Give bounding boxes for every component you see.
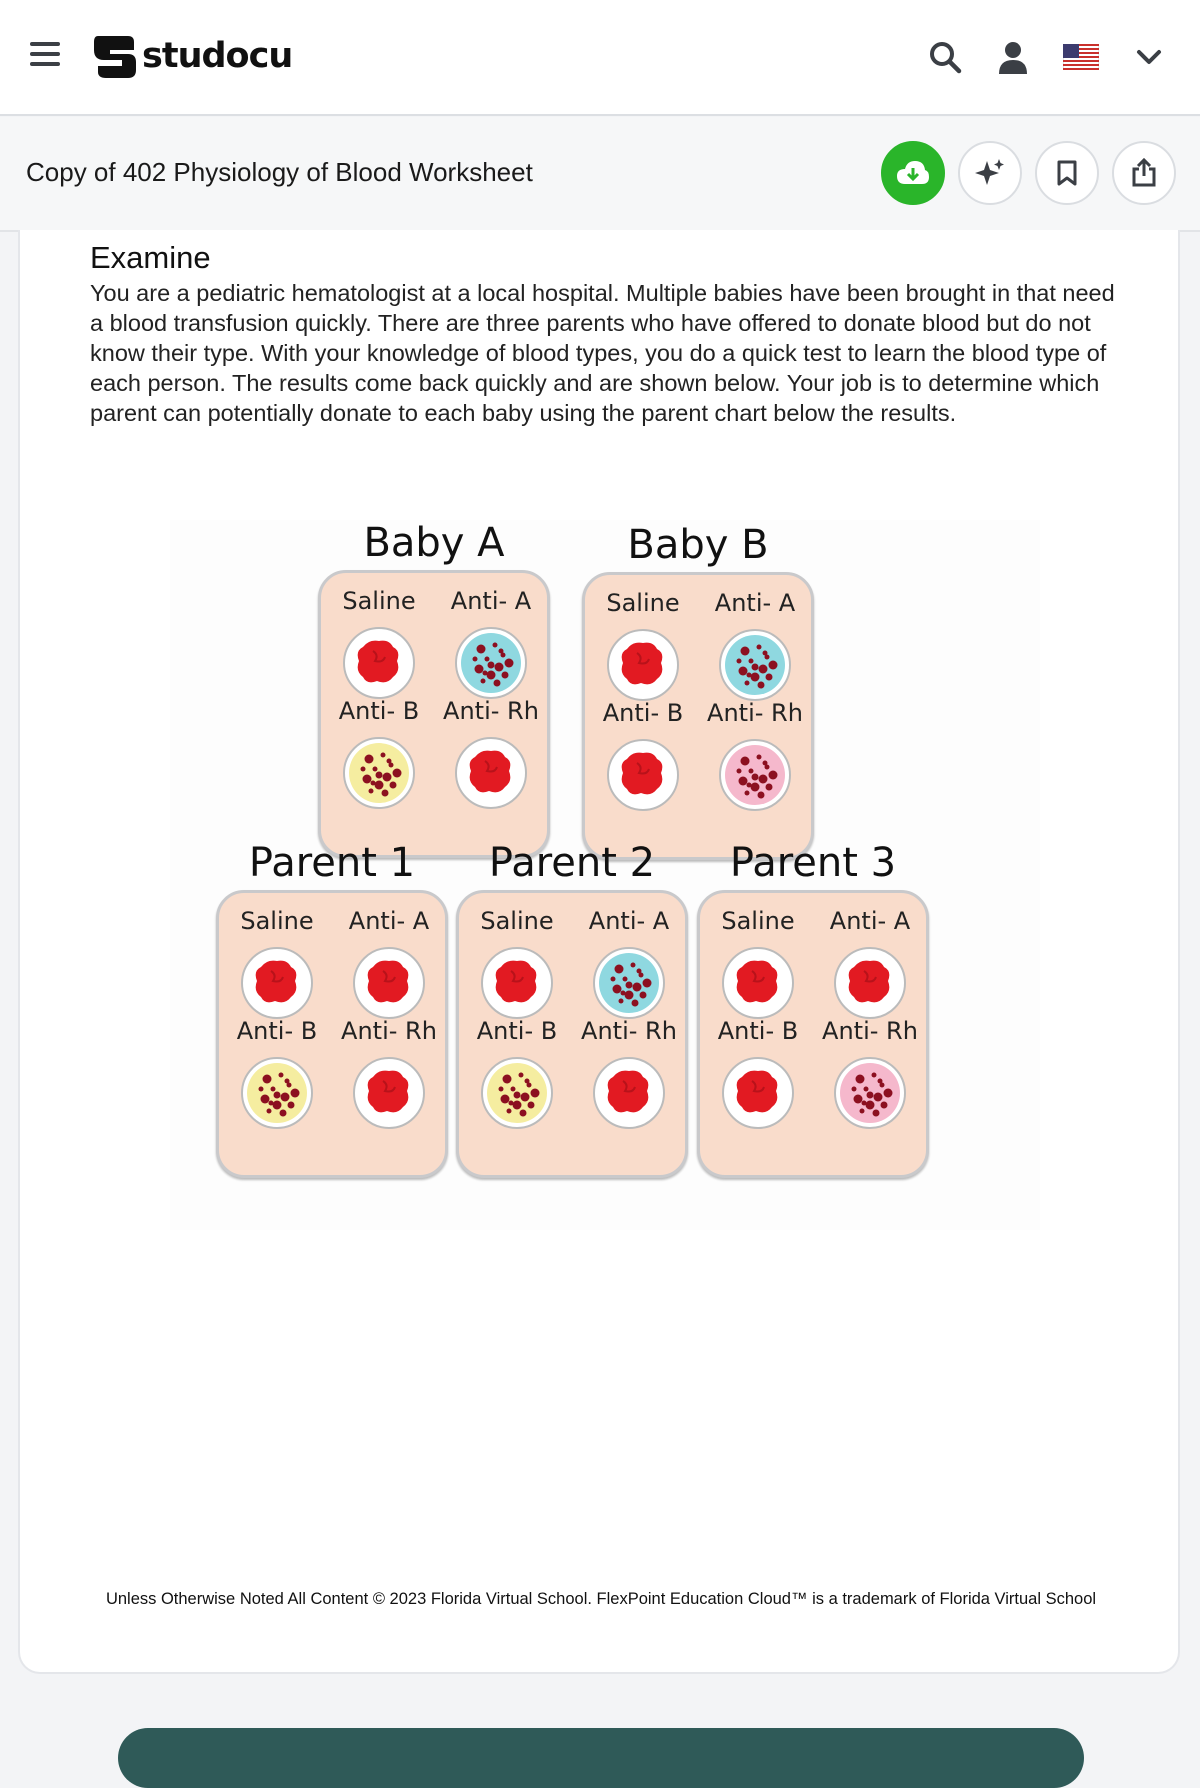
ai-sparkle-icon xyxy=(975,158,1005,188)
test-cell xyxy=(697,685,813,813)
download-icon xyxy=(896,160,930,186)
studocu-logo[interactable] xyxy=(88,30,292,82)
sample-well xyxy=(343,737,415,809)
reagent-label: Anti- Rh xyxy=(443,697,539,725)
test-cell xyxy=(571,893,687,1021)
sample-well xyxy=(455,737,527,809)
reagent-label: Saline xyxy=(606,589,680,617)
reagent-label: Anti- Rh xyxy=(707,699,803,727)
test-card xyxy=(697,890,929,1178)
panel-title: Parent 1 xyxy=(248,840,416,886)
agglutinated-blood-icon xyxy=(483,1059,551,1127)
panel-title: Baby B xyxy=(627,522,769,568)
test-cell xyxy=(812,893,928,1021)
brand-name: studocu xyxy=(142,36,293,76)
reagent-label: Anti- A xyxy=(348,907,430,935)
test-cell xyxy=(585,685,701,813)
smooth-blood-blob xyxy=(355,1059,423,1127)
download-button[interactable] xyxy=(881,141,945,205)
share-button[interactable] xyxy=(1112,141,1176,205)
bottom-action-bar[interactable] xyxy=(118,1728,1084,1788)
reagent-label: Anti- A xyxy=(450,587,532,615)
test-cell xyxy=(812,1003,928,1131)
sample-well xyxy=(834,1057,906,1129)
test-cell xyxy=(459,1003,575,1131)
test-cell xyxy=(219,1003,335,1131)
test-cell xyxy=(331,893,447,1021)
reagent-label: Anti- Rh xyxy=(822,1017,918,1045)
test-cell xyxy=(331,1003,447,1131)
reagent-label: Anti- A xyxy=(829,907,911,935)
test-cell xyxy=(700,893,816,1021)
us-flag-icon[interactable] xyxy=(1060,36,1102,78)
test-card xyxy=(318,570,550,858)
agglutinated-blood-icon xyxy=(243,1059,311,1127)
sample-well xyxy=(593,1057,665,1129)
document-page xyxy=(18,230,1180,1674)
ai-assistant-button[interactable] xyxy=(958,141,1022,205)
reagent-label: Anti- B xyxy=(236,1017,318,1045)
sample-well xyxy=(719,739,791,811)
panel-title: Parent 3 xyxy=(729,840,897,886)
blood-typing-figure xyxy=(170,520,1040,1230)
test-cell xyxy=(585,575,701,703)
reagent-label: Saline xyxy=(240,907,314,935)
test-cell xyxy=(459,893,575,1021)
test-cell xyxy=(219,893,335,1021)
test-cell xyxy=(571,1003,687,1131)
test-cell xyxy=(433,573,549,701)
chevron-down-icon[interactable] xyxy=(1128,36,1170,78)
test-card xyxy=(216,890,448,1178)
reagent-label: Anti- Rh xyxy=(581,1017,677,1045)
document-header xyxy=(0,117,1200,232)
agglutinated-blood-icon xyxy=(345,739,413,807)
test-card xyxy=(582,572,814,860)
test-cell xyxy=(321,683,437,811)
sample-well xyxy=(241,1057,313,1129)
reagent-label: Anti- B xyxy=(717,1017,799,1045)
test-cell xyxy=(433,683,549,811)
test-card xyxy=(456,890,688,1178)
reagent-label: Anti- B xyxy=(476,1017,558,1045)
smooth-blood-blob xyxy=(724,1059,792,1127)
reagent-label: Anti- Rh xyxy=(341,1017,437,1045)
test-cell xyxy=(321,573,437,701)
intro-paragraph: You are a pediatric hematologist at a local hospital. Multiple babies have been brought in that need a blood transfusion quickly. There are three parents who have offered to donate blood but do not know their type. With your knowledge of blood types, you do a quick test to learn the blood type of each person. The results come back quickly and are shown below. Your job is to determine which parent can potentially donate to each baby using the parent chart below the results. xyxy=(90,280,1115,426)
share-icon xyxy=(1131,158,1157,188)
agglutinated-blood-icon xyxy=(721,741,789,809)
sample-well xyxy=(481,1057,553,1129)
reagent-label: Anti- A xyxy=(714,589,796,617)
agglutinated-blood-icon xyxy=(836,1059,904,1127)
sample-well xyxy=(722,1057,794,1129)
studocu-logo-mark xyxy=(88,30,140,82)
reagent-label: Anti- B xyxy=(338,697,420,725)
panel-title: Baby A xyxy=(363,520,505,566)
top-navigation-bar xyxy=(0,0,1200,116)
copyright-footer: Unless Otherwise Noted All Content © 2023 Florida Virtual School. FlexPoint Education Cloud™ is a trademark of Florida Virtual School xyxy=(105,1590,1097,1608)
test-cell xyxy=(697,575,813,703)
bookmark-button[interactable] xyxy=(1035,141,1099,205)
reagent-label: Anti- A xyxy=(588,907,670,935)
search-icon[interactable] xyxy=(924,36,966,78)
panel-title: Parent 2 xyxy=(488,840,656,886)
document-title: Copy of 402 Physiology of Blood Worksheet xyxy=(26,157,533,187)
test-cell xyxy=(700,1003,816,1131)
menu-icon[interactable] xyxy=(30,42,60,68)
smooth-blood-blob xyxy=(595,1059,663,1127)
bookmark-icon xyxy=(1056,159,1078,187)
reagent-label: Anti- B xyxy=(602,699,684,727)
smooth-blood-blob xyxy=(609,741,677,809)
reagent-label: Saline xyxy=(721,907,795,935)
section-heading: Examine xyxy=(90,240,211,275)
user-icon[interactable] xyxy=(992,36,1034,78)
sample-well xyxy=(607,739,679,811)
smooth-blood-blob xyxy=(457,739,525,807)
reagent-label: Saline xyxy=(342,587,416,615)
reagent-label: Saline xyxy=(480,907,554,935)
sample-well xyxy=(353,1057,425,1129)
